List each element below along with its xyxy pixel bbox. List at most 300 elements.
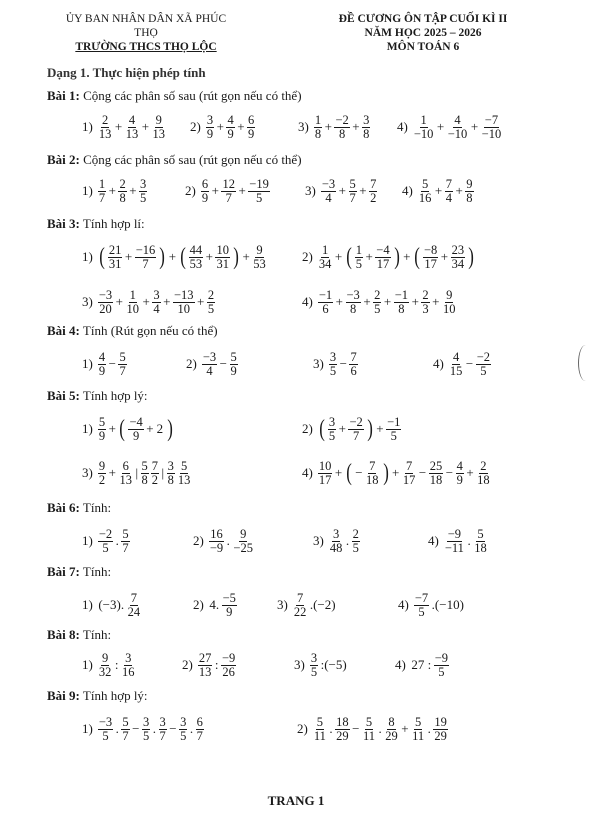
numerator: 6 — [201, 176, 209, 191]
math-expression — [302, 412, 402, 446]
parenthesis: ) — [393, 244, 400, 270]
denominator: 8 — [398, 301, 405, 316]
operator: . — [427, 721, 431, 736]
numerator: 7 — [296, 590, 304, 605]
denominator: 29 — [385, 728, 398, 743]
denominator: 53 — [189, 256, 203, 271]
operator: + — [359, 183, 367, 198]
numerator: −3 — [98, 714, 113, 729]
operator: . — [329, 721, 333, 736]
denominator: −10 — [481, 126, 502, 141]
fraction — [433, 716, 448, 743]
operator: + — [237, 119, 245, 134]
denominator: 9 — [98, 363, 106, 378]
operator: 2 — [156, 421, 164, 436]
fraction — [348, 416, 363, 443]
fraction — [442, 289, 457, 316]
exercise-row — [0, 240, 592, 274]
parenthesis: ) — [382, 460, 389, 486]
exercise-row — [0, 347, 592, 381]
denominator: 18 — [477, 472, 490, 487]
fraction — [221, 652, 236, 679]
denominator: 9 — [248, 126, 255, 141]
numerator: 7 — [369, 458, 376, 473]
exercise-row — [0, 412, 592, 446]
math-expression — [433, 347, 492, 381]
fraction — [202, 351, 217, 378]
exercise-row — [0, 588, 592, 622]
denominator: 5 — [180, 728, 187, 743]
fraction — [142, 716, 150, 743]
school-name: TRƯỜNG THCS THỌ LỘC — [75, 41, 217, 53]
denominator: 5 — [207, 301, 215, 316]
denominator: 20 — [99, 301, 112, 316]
operator: . — [115, 721, 119, 736]
exercise-label: 4) — [395, 657, 406, 672]
numerator: −5 — [222, 590, 236, 605]
numerator: 4 — [128, 112, 136, 127]
numerator: −1 — [394, 287, 409, 302]
numerator: −3 — [202, 349, 217, 364]
denominator: 6 — [322, 301, 329, 316]
exercise-label: 4) — [302, 465, 313, 480]
operator: − — [108, 356, 116, 371]
parenthesis: ( — [345, 244, 352, 270]
numerator: 2 — [352, 526, 359, 541]
fraction — [414, 592, 429, 619]
denominator: 53 — [253, 256, 266, 271]
fraction — [411, 716, 425, 743]
exercise-label: 4) — [433, 356, 444, 371]
denominator: 17 — [376, 256, 390, 271]
numerator: 3 — [140, 176, 147, 191]
numerator: 23 — [451, 242, 465, 257]
operator: − — [445, 465, 454, 480]
numerator: 5 — [119, 349, 126, 364]
denominator: 5 — [140, 190, 147, 205]
fraction — [310, 652, 318, 679]
fraction — [221, 178, 236, 205]
exercise-label: 1) — [82, 183, 93, 198]
numerator: 5 — [98, 414, 106, 429]
fraction — [402, 460, 417, 487]
exercise-label: 1) — [82, 356, 93, 371]
numerator: 5 — [365, 714, 373, 729]
denominator: −10 — [447, 126, 468, 141]
exercise-row — [0, 712, 592, 746]
math-expression — [82, 240, 268, 274]
operator: − — [355, 465, 363, 480]
numerator: −2 — [98, 526, 113, 541]
denominator: 5 — [355, 256, 362, 271]
operator: + — [163, 294, 171, 309]
operator: + — [403, 249, 411, 264]
operator: + — [216, 119, 224, 134]
denominator: 9 — [206, 126, 214, 141]
math-expression — [186, 347, 239, 381]
exercise-label: 3) — [277, 597, 288, 612]
fraction — [152, 114, 167, 141]
math-expression — [302, 240, 476, 274]
numerator: 7 — [350, 349, 357, 364]
exercise-row — [0, 174, 592, 208]
problem-heading: Bài 8: Tính: — [47, 627, 112, 642]
operator: + — [197, 294, 205, 309]
exercise-label: 2) — [186, 356, 197, 371]
fraction — [362, 716, 376, 743]
operator: + — [455, 183, 463, 198]
numerator: 3 — [143, 714, 150, 729]
denominator: 2 — [98, 472, 106, 487]
operator: . — [189, 721, 194, 736]
header-left — [56, 12, 236, 54]
math-expression — [402, 174, 475, 208]
denominator: 10 — [126, 301, 139, 316]
operator: .(−2) — [309, 597, 336, 612]
numerator: 5 — [477, 526, 484, 541]
denominator: 5 — [328, 428, 336, 443]
fraction — [159, 716, 167, 743]
fraction — [314, 114, 322, 141]
parenthesis: ) — [166, 416, 173, 442]
numerator: 4 — [452, 349, 460, 364]
numerator: 3 — [206, 112, 214, 127]
denominator: 4 — [206, 363, 213, 378]
denominator: 8 — [350, 301, 357, 316]
math-expression — [302, 285, 458, 319]
fraction — [141, 460, 149, 487]
numerator: 21 — [108, 242, 122, 257]
fraction — [98, 289, 113, 316]
denominator: 13 — [152, 126, 166, 141]
fraction — [189, 244, 204, 271]
math-expression — [398, 588, 465, 622]
exercise-label: 2) — [193, 597, 204, 612]
operator: + — [334, 465, 343, 480]
fraction — [375, 244, 390, 271]
exercise-label: 1) — [82, 119, 93, 134]
denominator: 17 — [424, 256, 437, 271]
numerator: 4 — [454, 112, 461, 127]
math-expression — [395, 648, 450, 682]
numerator: 44 — [189, 242, 203, 257]
math-expression — [82, 456, 192, 490]
denominator: −9 — [209, 540, 224, 555]
fraction — [128, 416, 143, 443]
denominator: −25 — [233, 540, 253, 555]
fraction — [179, 716, 187, 743]
numerator: 5 — [122, 526, 129, 541]
numerator: 1 — [129, 287, 136, 302]
denominator: 10 — [443, 301, 456, 316]
school-year: NĂM HỌC 2025 – 2026 — [364, 27, 482, 39]
denominator: 26 — [222, 664, 235, 679]
operator: : — [214, 657, 219, 672]
operator: + — [338, 421, 346, 436]
math-expression — [82, 285, 216, 319]
math-expression — [185, 174, 271, 208]
math-expression — [313, 347, 359, 381]
exercise-label: 4) — [402, 183, 413, 198]
problem-heading: Bài 1: Cộng các phân số sau (rút gọn nếu có thể) — [47, 88, 302, 103]
numerator: 8 — [388, 714, 395, 729]
exercise-label: 3) — [305, 183, 316, 198]
exercise-row — [0, 110, 592, 144]
exercise-label: 1) — [82, 249, 93, 264]
problem-heading: Bài 9: Tính hợp lý: — [47, 688, 148, 703]
numerator: 9 — [256, 242, 263, 257]
numerator: 2 — [207, 287, 215, 302]
problem-heading: Bài 7: Tính: — [47, 564, 112, 579]
fraction — [98, 528, 113, 555]
fraction — [215, 244, 230, 271]
operator: . — [467, 533, 471, 548]
denominator: 31 — [216, 256, 229, 271]
fraction — [355, 244, 363, 271]
fraction — [321, 178, 336, 205]
denominator: 2 — [151, 472, 159, 487]
denominator: 5 — [310, 664, 318, 679]
parenthesis: ) — [233, 244, 239, 270]
operator: + — [242, 249, 250, 264]
fraction — [207, 289, 215, 316]
denominator: 5 — [418, 604, 425, 619]
fraction — [248, 178, 270, 205]
denominator: 22 — [293, 604, 307, 619]
exercise-row — [0, 285, 592, 319]
operator: . — [226, 533, 230, 548]
denominator: 4 — [325, 190, 332, 205]
denominator: 5 — [255, 190, 263, 205]
fraction — [151, 460, 159, 487]
denominator: 8 — [167, 472, 174, 487]
denominator: 2 — [370, 190, 377, 205]
numerator: 5 — [349, 176, 356, 191]
numerator: −19 — [249, 176, 269, 191]
fraction — [118, 460, 133, 487]
denominator: 9 — [98, 428, 106, 443]
math-expression — [82, 712, 205, 746]
denominator: 11 — [362, 728, 376, 743]
numerator: 2 — [374, 287, 381, 302]
operator: + — [392, 465, 400, 480]
math-expression — [313, 524, 361, 558]
operator: .(−10) — [431, 597, 464, 612]
fraction — [98, 460, 106, 487]
fraction — [413, 114, 435, 141]
denominator: 15 — [449, 363, 463, 378]
denominator: 8 — [338, 126, 346, 141]
operator: + — [114, 119, 123, 134]
numerator: 5 — [181, 458, 188, 473]
denominator: 24 — [127, 604, 141, 619]
denominator: 9 — [227, 126, 234, 141]
numerator: 9 — [98, 458, 106, 473]
denominator: 13 — [119, 472, 132, 487]
math-expression — [82, 347, 128, 381]
fraction — [451, 244, 466, 271]
problem-heading: Bài 3: Tính hợp lí: — [47, 216, 145, 231]
operator: − — [339, 356, 347, 371]
numerator: −1 — [318, 287, 333, 302]
numerator: 1 — [420, 112, 427, 127]
fraction — [108, 244, 123, 271]
numerator: 10 — [216, 242, 229, 257]
doc-title: ĐỀ CƯƠNG ÔN TẬP CUỐI KÌ II — [338, 13, 508, 25]
exercise-label: 2) — [182, 657, 193, 672]
fraction — [152, 289, 160, 316]
operator: + — [436, 119, 445, 134]
denominator: 32 — [98, 664, 112, 679]
numerator: 3 — [332, 526, 340, 541]
denominator: 8 — [314, 126, 322, 141]
numerator: −2 — [476, 349, 490, 364]
problem-heading: Bài 4: Tính (Rút gọn nếu có thể) — [47, 323, 218, 338]
subject: MÔN TOÁN 6 — [386, 41, 460, 53]
parenthesis: ( — [345, 460, 352, 486]
fraction — [423, 244, 438, 271]
operator: + — [466, 465, 474, 480]
fraction — [126, 289, 141, 316]
numerator: −9 — [447, 526, 462, 541]
denominator: 5 — [143, 728, 150, 743]
denominator: 8 — [119, 190, 126, 205]
denominator: 7 — [122, 540, 129, 555]
parenthesis: ( — [414, 244, 420, 270]
operator: + — [211, 183, 219, 198]
numerator: 3 — [159, 714, 166, 729]
denominator: 34 — [451, 256, 465, 271]
operator: + — [432, 294, 440, 309]
fraction — [418, 178, 433, 205]
section-title: Dạng 1. Thực hiện phép tính — [47, 65, 206, 80]
math-expression — [190, 110, 256, 144]
operator: + — [411, 294, 419, 309]
operator: + — [365, 249, 373, 264]
denominator: 5 — [102, 728, 109, 743]
operator: + — [108, 421, 116, 436]
numerator: 1 — [314, 112, 322, 127]
numerator: 7 — [370, 176, 377, 191]
operator: − — [465, 356, 474, 371]
denominator: 17 — [402, 472, 416, 487]
numerator: 25 — [429, 458, 443, 473]
denominator: 7 — [122, 728, 129, 743]
denominator: 3 — [422, 301, 429, 316]
denominator: 7 — [196, 728, 203, 743]
denominator: 13 — [198, 664, 212, 679]
numerator: 5 — [316, 714, 323, 729]
numerator: −13 — [173, 287, 194, 302]
numerator: −9 — [221, 650, 236, 665]
fraction — [230, 351, 238, 378]
fraction — [198, 652, 213, 679]
denominator: 7 — [142, 256, 149, 271]
numerator: 9 — [155, 112, 162, 127]
numerator: −9 — [434, 650, 449, 665]
operator: − — [132, 721, 140, 736]
parenthesis: ) — [468, 244, 474, 270]
math-expression — [193, 588, 238, 622]
operator: + — [238, 183, 246, 198]
fraction — [135, 244, 157, 271]
exercise-label: 2) — [190, 119, 201, 134]
fraction — [447, 114, 469, 141]
numerator: 9 — [101, 650, 109, 665]
denominator: 16 — [418, 190, 432, 205]
numerator: 1 — [321, 242, 329, 257]
fraction — [313, 716, 327, 743]
operator: − — [418, 465, 427, 480]
exercise-label: 2) — [297, 721, 308, 736]
operator: + — [334, 249, 343, 264]
denominator: 5 — [480, 363, 487, 378]
denominator: 29 — [336, 728, 349, 743]
operator: + — [434, 183, 443, 198]
fraction — [293, 592, 308, 619]
fraction — [362, 114, 370, 141]
parenthesis: ( — [119, 416, 126, 442]
fraction — [352, 528, 360, 555]
exercise-label: 1) — [82, 721, 93, 736]
numerator: 5 — [230, 349, 237, 364]
fraction — [373, 289, 381, 316]
exercise-label: 1) — [82, 533, 93, 548]
exercise-label: 4) — [428, 533, 439, 548]
math-expression — [82, 524, 131, 558]
denominator: 8 — [466, 190, 473, 205]
denominator: 9 — [456, 472, 463, 487]
fraction — [222, 592, 237, 619]
exercise-label: 1) — [82, 597, 93, 612]
denominator: 7 — [349, 190, 356, 205]
math-expression — [193, 524, 255, 558]
numerator: 27 — [198, 650, 212, 665]
denominator: 18 — [366, 472, 379, 487]
denominator: 7 — [98, 190, 106, 205]
parenthesis: ( — [319, 416, 325, 442]
page-edge-mark — [578, 345, 592, 381]
fraction — [206, 114, 214, 141]
exercise-label: 2) — [193, 533, 204, 548]
numerator: 4 — [456, 458, 463, 473]
denominator: 31 — [108, 256, 122, 271]
denominator: 48 — [329, 540, 343, 555]
operator: . — [152, 721, 156, 736]
fraction — [209, 528, 224, 555]
fraction — [328, 416, 336, 443]
fraction — [98, 716, 113, 743]
math-expression — [428, 524, 489, 558]
exercise-label: 3) — [82, 294, 93, 309]
denominator: 18 — [474, 540, 487, 555]
numerator: 3 — [328, 414, 336, 429]
numerator: −7 — [484, 112, 499, 127]
numerator: 3 — [310, 650, 318, 665]
numerator: 5 — [122, 714, 129, 729]
operator: . — [378, 721, 382, 736]
exercise-label: 1) — [82, 657, 93, 672]
fraction — [445, 178, 453, 205]
denominator: 17 — [318, 472, 332, 487]
fraction — [394, 289, 409, 316]
fraction — [196, 716, 204, 743]
numerator: 9 — [466, 176, 473, 191]
denominator: 10 — [177, 301, 190, 316]
numerator: 1 — [355, 242, 362, 257]
numerator: 10 — [318, 458, 332, 473]
numerator: −3 — [98, 287, 113, 302]
